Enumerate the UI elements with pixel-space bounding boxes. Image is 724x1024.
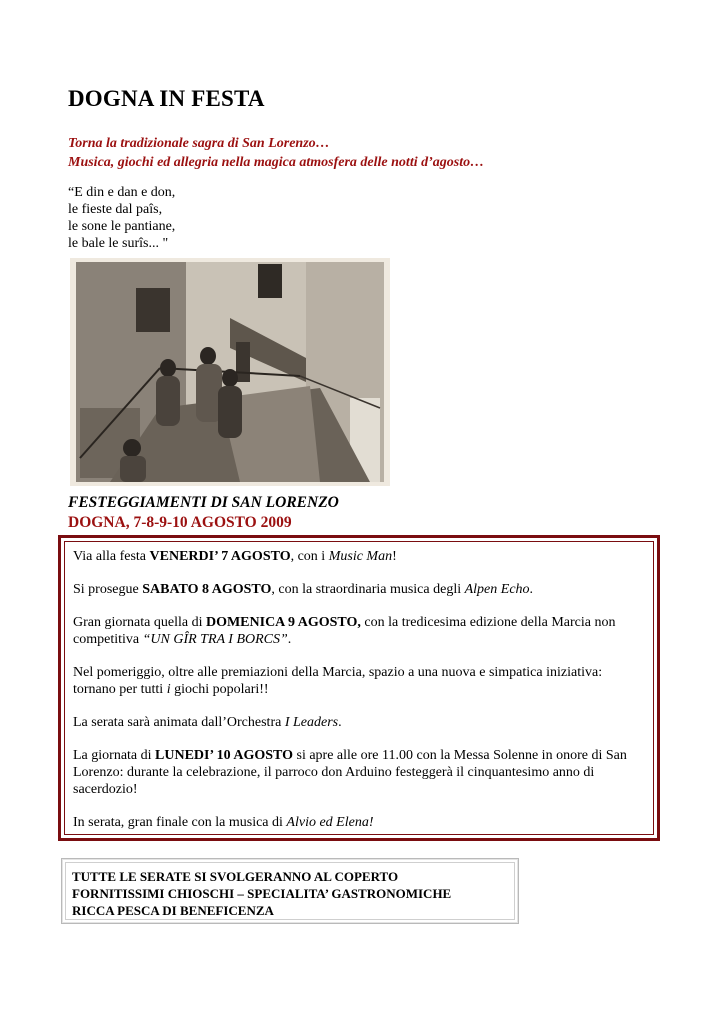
- text: Si prosegue: [73, 582, 143, 597]
- text: con la tredicesima edizione della Marcia non competitiva: [73, 615, 616, 647]
- program-paragraph: [73, 614, 645, 648]
- text: , con i: [290, 549, 329, 564]
- event-name: “UN GÎR TRA I BORCS”: [142, 632, 288, 647]
- info-line: RICCA PESCA DI BENEFICENZA: [72, 903, 274, 918]
- program-box: [58, 535, 660, 841]
- day-highlight: VENERDI’ 7 AGOSTO: [149, 549, 291, 564]
- festival-heading: FESTEGGIAMENTI DI SAN LORENZO: [68, 494, 339, 511]
- subtitle: [68, 134, 484, 172]
- poem-line: le sone le pantiane,: [68, 219, 176, 234]
- text: Gran giornata quella di: [73, 615, 206, 630]
- text: giochi popolari!!: [170, 682, 269, 697]
- poem-line: le bale le surîs... ": [68, 236, 169, 251]
- text: Via alla festa: [73, 549, 150, 564]
- text: .: [529, 582, 534, 597]
- festival-dates: DOGNA, 7-8-9-10 AGOSTO 2009: [68, 514, 292, 531]
- village-photo-image: [70, 258, 390, 486]
- info-text: [65, 862, 515, 920]
- page-title: DOGNA IN FESTA: [68, 86, 265, 111]
- text: si apre alle ore 11.00 con la Messa Solenne in onore di San Lorenzo: durante la celebrazione, il parroco don Arduino festeggerà il cinquantesimo anno di sacerdozio!: [73, 748, 627, 797]
- program-paragraph: [73, 548, 645, 565]
- vintage-photo: [70, 258, 390, 486]
- subtitle-line: Torna la tradizionale sagra di San Lorenzo…: [68, 136, 330, 151]
- poem-line: le fieste dal paîs,: [68, 202, 163, 217]
- text: Nel pomeriggio, oltre alle premiazioni della Marcia, spazio a una nuova e simpatica iniziativa: tornano per tutti: [73, 665, 603, 697]
- poem: [68, 184, 175, 252]
- info-line: FORNITISSIMI CHIOSCHI – SPECIALITA’ GASTRONOMICHE: [72, 886, 452, 901]
- info-line: TUTTE LE SERATE SI SVOLGERANNO AL COPERTO: [72, 869, 399, 884]
- band-name: Music Man: [328, 549, 393, 564]
- day-highlight: SABATO 8 AGOSTO: [142, 582, 272, 597]
- day-highlight: DOMENICA 9 AGOSTO,: [205, 615, 361, 630]
- text: , con la straordinaria musica degli: [271, 582, 465, 597]
- program-paragraph: [73, 814, 645, 831]
- band-name: Alpen Echo: [464, 582, 530, 597]
- band-name: I Leaders: [284, 715, 339, 730]
- subtitle-line: Musica, giochi ed allegria nella magica atmosfera delle notti d’agosto…: [68, 155, 485, 170]
- day-highlight: LUNEDI’ 10 AGOSTO: [155, 748, 293, 763]
- text: In serata, gran finale con la musica di: [73, 815, 287, 830]
- program-paragraph: [73, 714, 645, 731]
- program-text: [64, 541, 654, 835]
- program-paragraph: [73, 664, 645, 698]
- program-paragraph: [73, 747, 645, 798]
- poem-line: “E din e dan e don,: [68, 185, 176, 200]
- text: !: [392, 549, 397, 564]
- text-italic: i: [166, 682, 171, 697]
- program-paragraph: [73, 581, 645, 598]
- info-box: [61, 858, 519, 924]
- text: La giornata di: [73, 748, 156, 763]
- text: .: [338, 715, 342, 730]
- text: .: [287, 632, 292, 647]
- text: La serata sarà animata dall’Orchestra: [73, 715, 285, 730]
- band-name: Alvio ed Elena!: [286, 815, 374, 830]
